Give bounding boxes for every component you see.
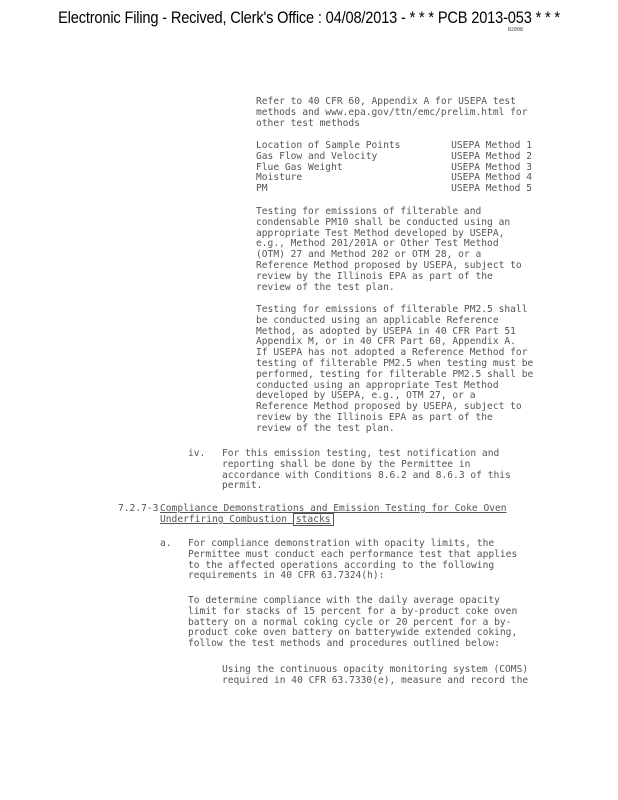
paragraph-line: review by the Illinois EPA as part of the	[256, 270, 493, 282]
paragraph-line: Appendix M, or in 40 CFR Part 60, Appendix A.	[256, 336, 516, 348]
paragraph-line: review by the Illinois EPA as part of the	[256, 411, 493, 423]
paragraph-line: limit for stacks of 15 percent for a by-product coke oven	[188, 605, 518, 617]
item-a-label: a.	[160, 538, 172, 549]
paragraph-line: be conducted using an applicable Reference	[256, 314, 499, 326]
daily-opacity-paragraph	[188, 596, 528, 650]
item-iv-label: iv.	[188, 448, 206, 459]
paragraph-line: required in 40 CFR 63.7330(e), measure and record the	[222, 674, 529, 686]
paragraph-line: Permittee must conduct each performance test that applies	[188, 548, 518, 560]
paragraph-line: review of the test plan.	[256, 422, 395, 434]
paragraph-line: battery on a normal coking cycle or 20 percent for a by-	[188, 616, 512, 628]
condensable-pm-paragraph	[256, 207, 536, 293]
paragraph-line: For this emission testing, test notification and	[222, 448, 500, 459]
paragraph-line: condensable PM10 shall be conducted using an	[256, 216, 511, 228]
paragraph-line: Reference Method proposed by USEPA, subject to	[256, 401, 522, 413]
paragraph-line: Testing for emissions of filterable PM2.5 shall	[256, 304, 528, 315]
method-name: Gas Flow and Velocity	[256, 150, 378, 162]
paragraph-line: Method, as adopted by USEPA in 40 CFR Part 51	[256, 325, 516, 337]
paragraph-line: For compliance demonstration with opacity limits, the	[188, 538, 495, 549]
test-methods-table	[256, 141, 532, 195]
method-ref: USEPA Method 3	[451, 161, 532, 173]
paragraph-line: Reference Method proposed by USEPA, subject to	[256, 259, 522, 271]
method-name: PM	[256, 183, 268, 195]
paragraph-line: If USEPA has not adopted a Reference Method for	[256, 347, 528, 359]
paragraph-line: accordance with Conditions 8.6.2 and 8.6.3 of this	[222, 469, 511, 481]
paragraph-line: testing of filterable PM2.5 when testing must be	[256, 357, 534, 369]
section-heading	[160, 504, 520, 526]
filterable-pm-paragraph	[256, 305, 536, 435]
method-ref: USEPA Method 2	[451, 150, 532, 162]
item-a-text	[188, 539, 528, 582]
paragraph-line: permit.	[222, 480, 263, 492]
method-name: Flue Gas Weight	[256, 161, 343, 173]
section-number: 7.2.7-3	[118, 503, 159, 514]
paragraph-line: appropriate Test Method developed by USEPA,	[256, 227, 505, 239]
paragraph-line: Testing for emissions of filterable and	[256, 206, 482, 217]
refer-line: Refer to 40 CFR 60, Appendix A for USEPA test	[256, 96, 516, 107]
section-title-boxed-word: stacks	[293, 513, 334, 526]
paragraph-line: performed, testing for filterable PM2.5 shall be	[256, 368, 534, 380]
paragraph-line: to the affected operations according to the following	[188, 559, 495, 571]
refer-line: other test methods	[256, 117, 360, 129]
paragraph-line: review of the test plan.	[256, 281, 395, 293]
method-row	[256, 152, 532, 163]
method-ref: USEPA Method 1	[451, 140, 532, 151]
page-stamp: R2008	[508, 27, 524, 33]
filing-header: Electronic Filing - Recived, Clerk's Office : 04/08/2013 - * * * PCB 2013-053 * * *	[58, 8, 560, 27]
paragraph-line: To determine compliance with the daily average opacity	[188, 595, 500, 606]
paragraph-line: conducted using an appropriate Test Method	[256, 379, 499, 391]
paragraph-line: product coke oven battery on batterywide extended coking,	[188, 627, 518, 639]
paragraph-line: (OTM) 27 and Method 202 or OTM 28, or a	[256, 249, 482, 261]
coms-paragraph	[222, 665, 532, 687]
paragraph-line: reporting shall be done by the Permittee in	[222, 458, 471, 470]
method-ref: USEPA Method 4	[451, 172, 532, 184]
method-row	[256, 184, 532, 195]
paragraph-line: e.g., Method 201/201A or Other Test Method	[256, 238, 499, 250]
section-title-cont	[160, 515, 520, 526]
paragraph-line: Using the continuous opacity monitoring system (COMS)	[222, 664, 529, 675]
item-iv-text	[222, 449, 522, 492]
paragraph-line: requirements in 40 CFR 63.7324(h):	[188, 570, 385, 582]
section-title-part: Underfiring Combustion	[160, 513, 293, 525]
paragraph-line: follow the test methods and procedures outlined below:	[188, 638, 500, 650]
section-title: Compliance Demonstrations and Emission Testing for Coke Oven	[160, 503, 507, 514]
method-name: Location of Sample Points	[256, 140, 401, 151]
refer-paragraph	[256, 97, 536, 129]
method-ref: USEPA Method 5	[451, 183, 532, 195]
paragraph-line: developed by USEPA, e.g., OTM 27, or a	[256, 390, 476, 402]
refer-line: methods and www.epa.gov/ttn/emc/prelim.html for	[256, 106, 528, 118]
method-name: Moisture	[256, 172, 303, 184]
